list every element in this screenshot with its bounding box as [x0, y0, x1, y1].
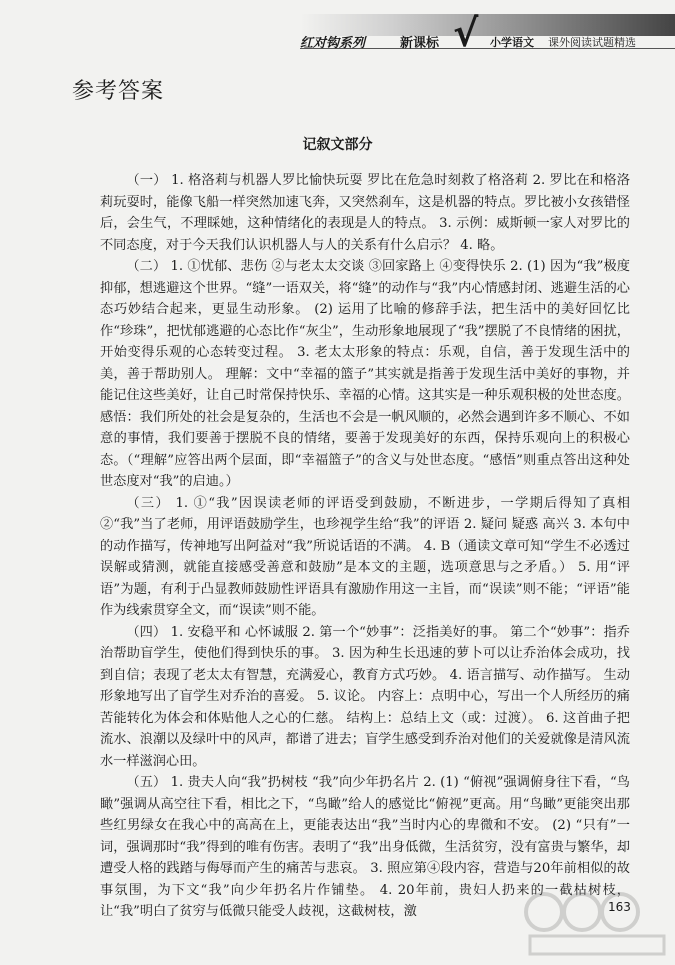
answer-paragraph-5: （五） 1. 贵夫人向“我”扔树枝 “我”向少年扔名片 2. (1) “俯视”强调俯身往下看，“鸟瞰”强调从高空往下看，相比之下，“鸟瞰”给人的感觉比“俯视”更高。用“鸟瞰”更能突出那些红男绿女在我心中的高高在上，更能表达出“我”当时内心的卑微和不安。 (2) “只有”一词，强调那时“我”得到的唯有伤害。表明了“我”出身低微，生活贫穷，没有富贵与繁华，却遭受人格的践踏与侮辱而产生的痛苦与悲哀。 3. 照应第④段内容，营造与20年前相似的故事氛围，为下文“我”向少年扔名片作铺垫。 4. 20年前，贵妇人扔来的一截枯树枝，让“我”明白了贫穷与低微只能受人歧视，这截树枝，激	[100, 775, 630, 919]
answer-paragraph-2: （二） 1. ①忧郁、悲伤 ②与老太太交谈 ③回家路上 ④变得快乐 2. (1) 因为“我”极度抑郁，想逃避这个世界。“缝”一语双关，将“缝”的动作与“我”内心情感封闭、逃避生活的心态巧妙结合起来，更显生动形象。 (2) 运用了比喻的修辞手法，把生活中的美好回忆比作“珍珠”，把忧郁逃避的心态比作“灰尘”，生动形象地展现了“我”摆脱了不良情绪的困扰，开始变得乐观的心态转变过程。 3. 老太太形象的特点：乐观，自信，善于发现生活中的美，善于帮助别人。 理解：文中“幸福的篮子”其实就是指善于发现生活中美好的事物，并能记住这些美好，让自己时常保持快乐、幸福的心情。这其实是一种乐观积极的处世态度。 感悟：我们所处的社会是复杂的，生活也不会是一帆风顺的，必然会遇到许多不顺心、不如意的事情，我们要善于摆脱不良的情绪，要善于发现美好的东西，保持乐观向上的积极心态。（“理解”应答出两个层面，即“幸福篮子”的含义与处世态度。“感悟”则重点答出这种处世态度对“我”的启迪。）	[100, 259, 630, 489]
answer-paragraph-1: （一） 1. 格洛莉与机器人罗比愉快玩耍 罗比在危急时刻救了格洛莉 2. 罗比在和格洛莉玩耍时，能像飞船一样突然加速飞奔，又突然刹车，这是机器的特点。罗比被小女孩错怪后，会生气，不理睬她，这种情绪化的表现是人的特点。 3. 示例：威斯顿一家人对罗比的不同态度，对于今天我们认识机器人与人的关系有什么启示？ 4. 略。	[100, 173, 630, 253]
section-title: 记叙文部分	[302, 137, 373, 153]
book-name: 小学语文	[490, 36, 534, 49]
course-name: 新课标	[400, 36, 440, 51]
series-name: 红对钩系列	[300, 36, 366, 51]
answer-content	[100, 170, 630, 923]
page-header	[0, 0, 675, 56]
answer-paragraph-3: （三） 1. ①“我”因误读老师的评语受到鼓励，不断进步，一学期后得知了真相 ②“我”当了老师，用评语鼓励学生，也珍视学生给“我”的评语 2. 疑问 疑惑 高兴 3. 本句中的动作描写，传神地写出阿益对“我”所说话语的不满。 4. B（通读文章可知“学生不必透过误解或猜测，就能直接感受善意和鼓励”是本文的主题，选项意思与之矛盾。） 5. 用“评语”为题，有利于凸显教师鼓励性评语具有激励作用这一主旨，而“误读”则不能；“评语”能作为线索贯穿全文，而“误读”则不能。	[100, 495, 630, 618]
book-subtitle: 课外阅读试题精选	[548, 36, 636, 49]
page-title: 参考答案	[72, 79, 165, 104]
checkmark-icon: √	[453, 11, 479, 55]
page-number: 163	[608, 900, 631, 914]
watermark-logo	[522, 890, 672, 960]
answer-paragraph-4: （四） 1. 安稳平和 心怀诚服 2. 第一个“妙事”：泛指美好的事。 第二个“妙事”：指乔治帮助盲学生，使他们得到快乐的事。 3. 因为种生长迅速的萝卜可以让乔治体会成功，找到自信；表现了老太太有智慧，充满爱心，教育方式巧妙。 4. 语言描写、动作描写。 生动形象地写出了盲学生对乔治的喜爱。 5. 议论。 内容上：点明中心，写出一个人所经历的痛苦能转化为体会和体贴他人之心的仁慈。 结构上：总结上文（或：过渡）。 6. 这首曲子把流水、浪潮以及绿叶中的风声，都谱了进去；盲学生感受到乔治对他们的关爱就像是清风流水一样滋润心田。	[100, 624, 630, 769]
